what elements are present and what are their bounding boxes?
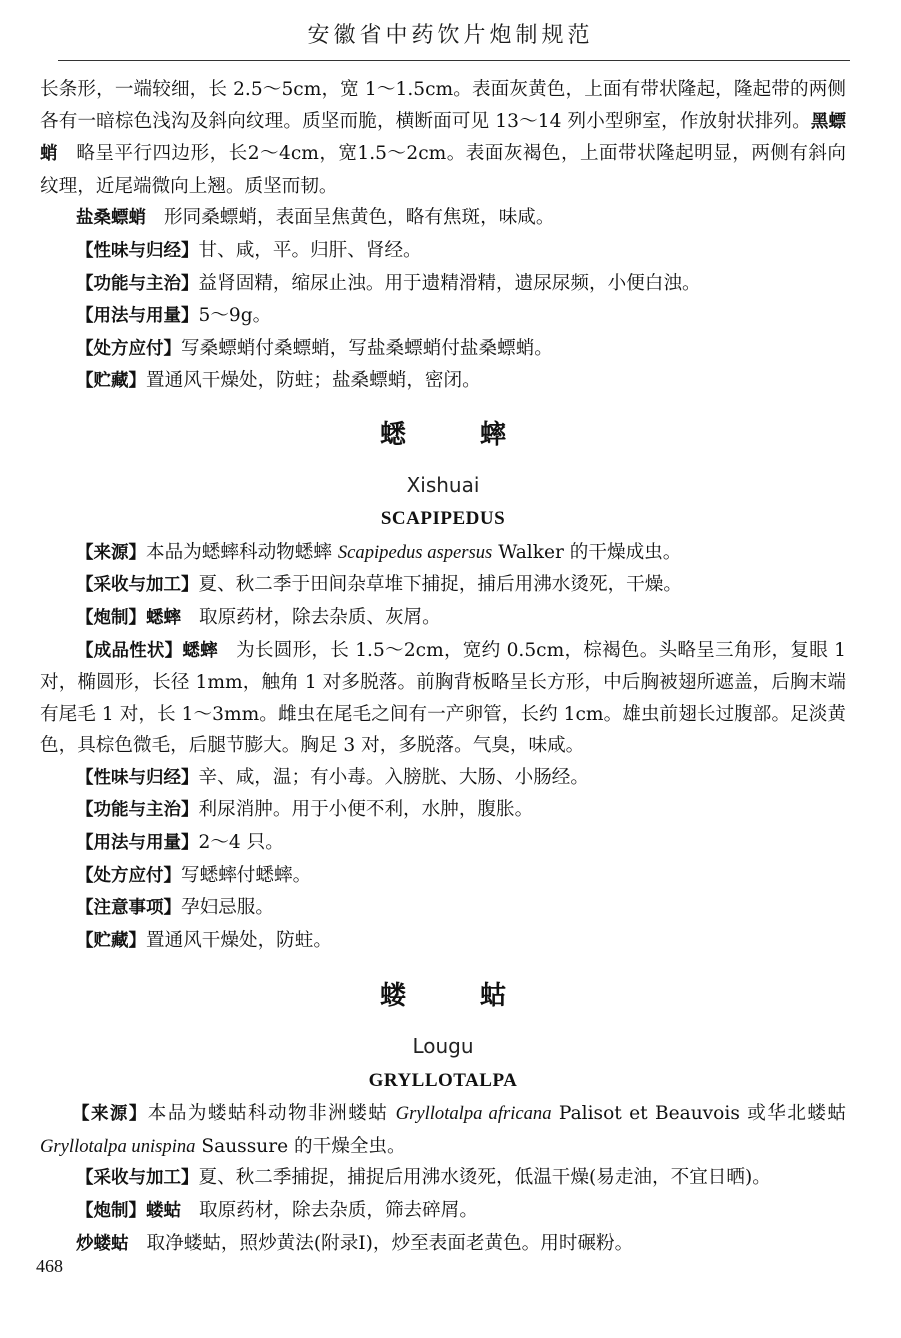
lougu-laiyuan-mid: Palisot et Beauvois 或华北蝼蛄 — [551, 1103, 846, 1125]
prev-xingwei-label: 【性味与归经】 — [76, 240, 199, 261]
prev-zhucang-label: 【贮藏】 — [76, 371, 146, 392]
lougu-title — [40, 981, 846, 1013]
xishuai-gongneng-text: 利尿消肿。用于小便不利，水肿，腹胀。 — [198, 799, 534, 821]
xishuai-xingwei-label: 【性味与归经】 — [76, 767, 199, 788]
lougu-laiyuan-label: 【来源】 — [72, 1104, 148, 1125]
xishuai-title — [40, 420, 846, 452]
xishuai-paozhi-label: 【炮制】 — [76, 607, 146, 628]
lougu-paozhi-label: 【炮制】 — [76, 1201, 146, 1221]
page-body — [40, 74, 846, 1260]
xishuai-title-char2: 蟀 — [479, 419, 506, 450]
xishuai-chufang-label: 【处方应付】 — [76, 865, 181, 886]
xishuai-gongneng — [40, 794, 846, 827]
prev-zhucang — [40, 365, 846, 398]
prev-line1: 长条形，一端较细，长 2.5～5cm，宽 1～1.5cm。表面灰黄色，上面有带状隆起，隆起带的两侧各有一暗棕色浅沟及斜向纹理。质坚而脆，横断面可见 13～14 列小型卵室，作放射状排列。 — [40, 79, 846, 132]
lougu-laiyuan — [40, 1098, 846, 1162]
xishuai-zhucang-text: 置通风干燥处，防蛀。 — [146, 929, 332, 951]
xishuai-gongneng-label: 【功能与主治】 — [76, 800, 199, 821]
lougu-caishou-text: 夏、秋二季捕捉，捕捉后用沸水烫死，低温干燥(易走油，不宜日晒)。 — [198, 1167, 771, 1189]
xishuai-paozhi-name: 蟋蟀 — [146, 607, 181, 628]
prev-zhucang-text: 置通风干燥处，防蛀；盐桑螵蛸，密闭。 — [146, 370, 481, 392]
xishuai-pinyin: Xishuai — [406, 472, 480, 497]
prev-xingwei-text: 甘、咸，平。归肝、肾经。 — [198, 239, 422, 261]
lougu-pinyin: Lougu — [412, 1034, 474, 1059]
prev-yongfa-text: 5～9g。 — [198, 305, 272, 327]
xishuai-paozhi — [40, 602, 846, 635]
lougu-paozhi — [40, 1195, 846, 1228]
xishuai-xingzhuang-text: 为长圆形，长 1.5～2cm，宽约 0.5cm，棕褐色。头略呈三角形，复眼 1 对，椭圆形，长径 1mm，触角 1 对多脱落。前胸背板略呈长方形，中后胸被翅所遮盖，后胸末端有尾毛 1 对，长 1～3mm。雌虫在尾毛之间有一产卵管，长约 1cm。雄虫前翅长过腹部。足淡黄色，具棕色微毛，后腿节膨大。胸足 3 对，多脱落。气臭，味咸。 — [40, 639, 847, 757]
xishuai-zhuyi-label: 【注意事项】 — [76, 898, 181, 919]
prev-gongneng — [40, 268, 846, 301]
xishuai-caishou-label: 【采收与加工】 — [76, 575, 199, 596]
xishuai-yongfa-label: 【用法与用量】 — [76, 833, 199, 854]
xishuai-laiyuan-post: Walker 的干燥成虫。 — [492, 541, 682, 563]
prev-gongneng-label: 【功能与主治】 — [76, 273, 199, 294]
prev-chufang — [40, 333, 846, 366]
xishuai-zhucang-label: 【贮藏】 — [76, 930, 146, 951]
lougu-caishou — [40, 1162, 846, 1195]
xishuai-title-char1: 蟋 — [379, 419, 406, 450]
xishuai-xingzhuang — [40, 635, 846, 762]
prev-xingwei — [40, 235, 846, 268]
xishuai-laiyuan-label: 【来源】 — [76, 542, 146, 563]
heipiaoxiao-label: 黑螵蛸 — [40, 111, 847, 165]
xishuai-zhuyi — [40, 892, 846, 925]
lougu-title-char2: 蛄 — [479, 981, 506, 1012]
yan-text: 形同桑螵蛸，表面呈焦黄色，略有焦斑，味咸。 — [164, 207, 555, 229]
lougu-chao — [40, 1228, 846, 1261]
lougu-caishou-label: 【采收与加工】 — [76, 1168, 199, 1189]
lougu-chao-text: 取净蝼蛄，照炒黄法(附录Ⅰ)，炒至表面老黄色。用时碾粉。 — [146, 1232, 634, 1254]
page-number: 468 — [36, 1256, 63, 1276]
prev-yongfa — [40, 300, 846, 333]
xishuai-xingzhuang-label: 【成品性状】 — [76, 640, 183, 661]
lougu-latin: GRYLLOTALPA — [368, 1069, 518, 1091]
heipiaoxiao-text: 略呈平行四边形，长2～4cm，宽1.5～2cm。表面灰褐色，上面带状隆起明显，两侧有斜向纹理，近尾端微向上翘。质坚而韧。 — [40, 143, 847, 197]
lougu-laiyuan-pre: 本品为蝼蛄科动物非洲蝼蛄 — [147, 1103, 396, 1125]
xishuai-latin: SCAPIPEDUS — [380, 508, 506, 530]
xishuai-zhuyi-text: 孕妇忌服。 — [181, 897, 274, 919]
xishuai-xingwei-text: 辛、咸，温；有小毒。入膀胱、大肠、小肠经。 — [198, 766, 589, 788]
xishuai-chufang-text: 写蟋蟀付蟋蟀。 — [181, 864, 312, 886]
xishuai-caishou — [40, 569, 846, 602]
yan-label: 盐桑螵蛸 — [76, 208, 146, 229]
xishuai-laiyuan-pre: 本品为蟋蟀科动物蟋蟀 — [146, 541, 338, 563]
running-header-title: 安徽省中药饮片炮制规范 — [307, 23, 594, 48]
header-rule — [58, 60, 850, 61]
prev-entry-description — [40, 74, 846, 202]
yan-sangpiaoxiao-para — [40, 202, 846, 235]
xishuai-zhucang — [40, 925, 846, 958]
prev-chufang-text: 写桑螵蛸付桑螵蛸，写盐桑螵蛸付盐桑螵蛸。 — [181, 337, 553, 359]
xishuai-yongfa — [40, 827, 846, 860]
lougu-paozhi-name: 蝼蛄 — [146, 1201, 181, 1221]
lougu-title-char1: 蝼 — [379, 981, 406, 1012]
xishuai-laiyuan — [40, 537, 846, 570]
lougu-sci-name-1: Gryllotalpa africana — [395, 1103, 552, 1125]
xishuai-xingwei — [40, 762, 846, 795]
xishuai-chufang — [40, 860, 846, 893]
xishuai-caishou-text: 夏、秋二季于田间杂草堆下捕捉，捕后用沸水烫死，干燥。 — [198, 574, 682, 596]
lougu-sci-name-2: Gryllotalpa unispina — [40, 1135, 196, 1157]
prev-chufang-label: 【处方应付】 — [76, 338, 181, 359]
prev-yongfa-label: 【用法与用量】 — [76, 306, 199, 327]
prev-gongneng-text: 益肾固精，缩尿止浊。用于遗精滑精，遗尿尿频，小便白浊。 — [198, 272, 701, 294]
lougu-paozhi-text: 取原药材，除去杂质，筛去碎屑。 — [199, 1200, 478, 1221]
xishuai-xingzhuang-name: 蟋蟀 — [182, 640, 218, 661]
xishuai-paozhi-text: 取原药材，除去杂质、灰屑。 — [199, 606, 441, 628]
xishuai-sci-name: Scapipedus aspersus — [337, 541, 493, 563]
lougu-laiyuan-post: Saussure 的干燥全虫。 — [195, 1135, 406, 1157]
lougu-chao-label: 炒蝼蛄 — [76, 1233, 129, 1254]
xishuai-yongfa-text: 2～4 只。 — [198, 832, 284, 854]
